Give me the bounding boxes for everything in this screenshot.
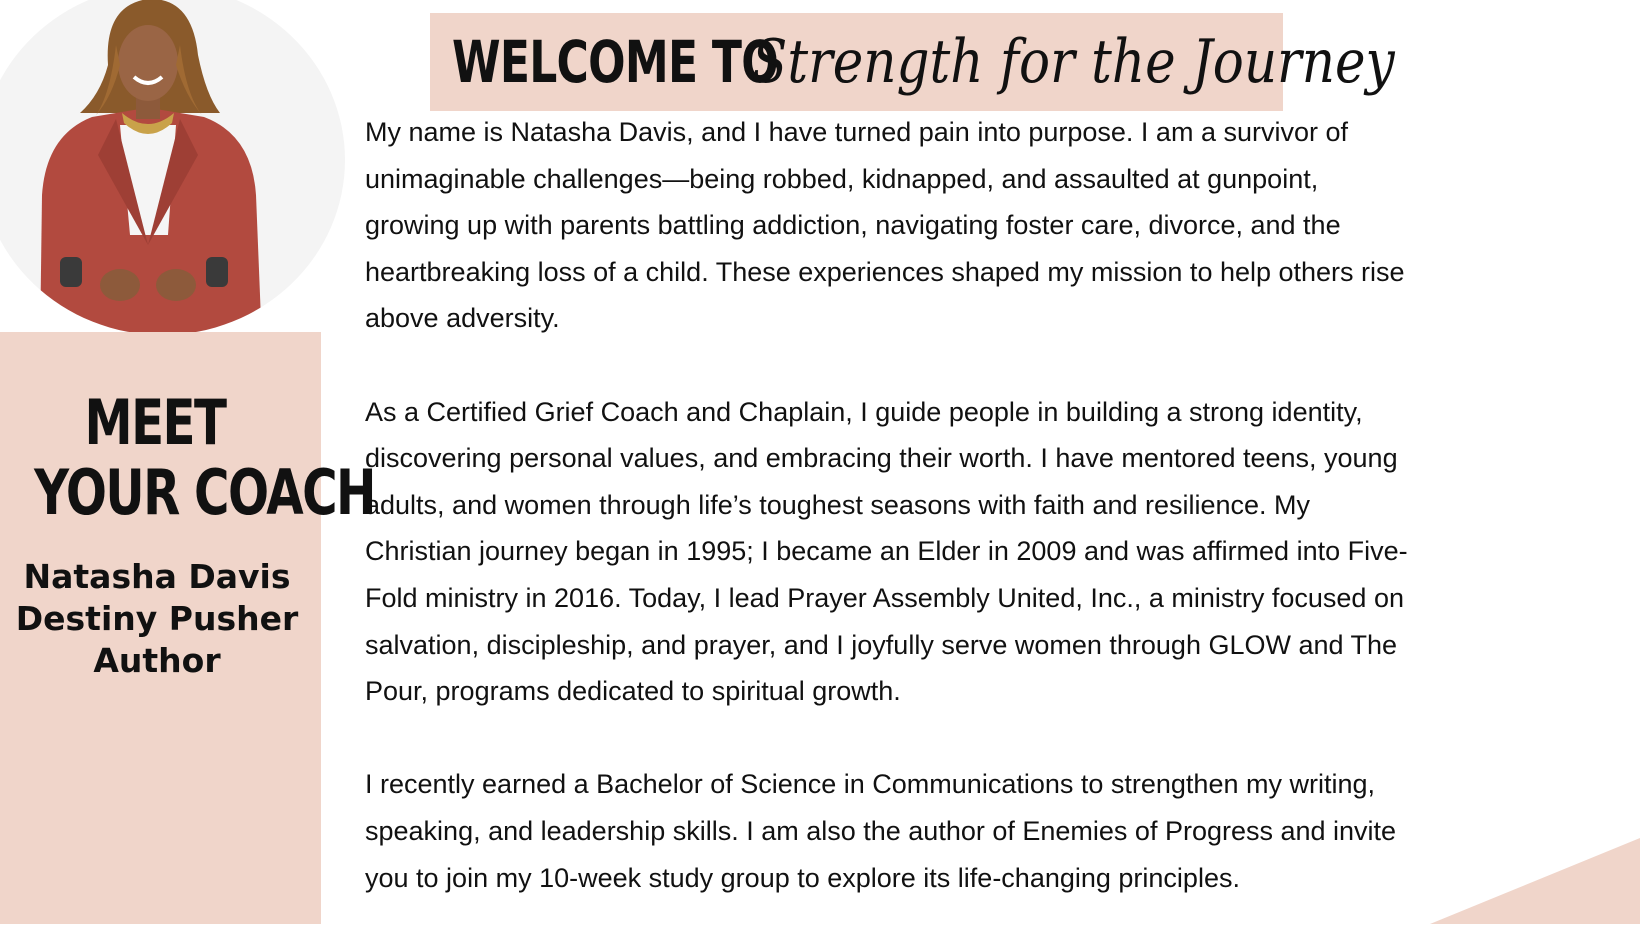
program-name-script: Strength for the Journey [752, 27, 1395, 97]
heading-line-meet: MEET [84, 386, 226, 459]
bio-line: adults, and women through life’s toughest seasons with faith and resilience. My [365, 489, 1311, 520]
coach-role: Destiny Pusher [15, 599, 299, 638]
bio-line: Pour, programs dedicated to spiritual growth. [365, 676, 901, 707]
meet-your-coach-heading [34, 386, 375, 529]
bio-line: My name is Natasha Davis, and I have turned pain into purpose. I am a survivor of [365, 117, 1348, 147]
coach-name: Natasha Davis [23, 557, 291, 596]
bio-paragraph-2 [365, 389, 1565, 715]
corner-decoration [1430, 838, 1640, 924]
coach-photo [0, 0, 345, 335]
coach-portrait-illustration [0, 0, 345, 335]
bio-line: I recently earned a Bachelor of Science in Communications to strengthen my writing, [365, 769, 1375, 800]
welcome-banner [430, 13, 1395, 111]
bio-line: growing up with parents battling addiction, navigating foster care, divorce, and the [365, 210, 1341, 241]
bio-line: Christian journey began in 1995; I became an Elder in 2009 and was affirmed into Five- [365, 536, 1408, 567]
bio-line: heartbreaking loss of a child. These experiences shaped my mission to help others rise [365, 256, 1405, 287]
bio-line: you to join my 10-week study group to explore its life-changing principles. [365, 862, 1240, 893]
bio-line: Fold ministry in 2016. Today, I lead Prayer Assembly United, Inc., a ministry focused on [365, 582, 1404, 613]
bio-line: above adversity. [365, 303, 560, 334]
bio-line: salvation, discipleship, and prayer, and I joyfully serve women through GLOW and The [365, 629, 1398, 660]
bio-line: speaking, and leadership skills. I am also the author of Enemies of Progress and invite [365, 815, 1397, 846]
bio-paragraph-1 [365, 109, 1565, 342]
bio-line: As a Certified Grief Coach and Chaplain, I guide people in building a strong identity, [365, 396, 1363, 427]
bio-text [365, 109, 1565, 948]
coach-title: Author [93, 641, 221, 680]
coach-info [0, 556, 314, 682]
bio-line: discovering personal values, and embracing their worth. I have mentored teens, young [365, 443, 1398, 474]
welcome-text: WELCOME TO [452, 28, 778, 96]
bio-line: unimaginable challenges—being robbed, kidnapped, and assaulted at gunpoint, [365, 163, 1319, 194]
bio-paragraph-3 [365, 761, 1565, 901]
heading-line-your-coach: YOUR COACH [34, 456, 375, 529]
